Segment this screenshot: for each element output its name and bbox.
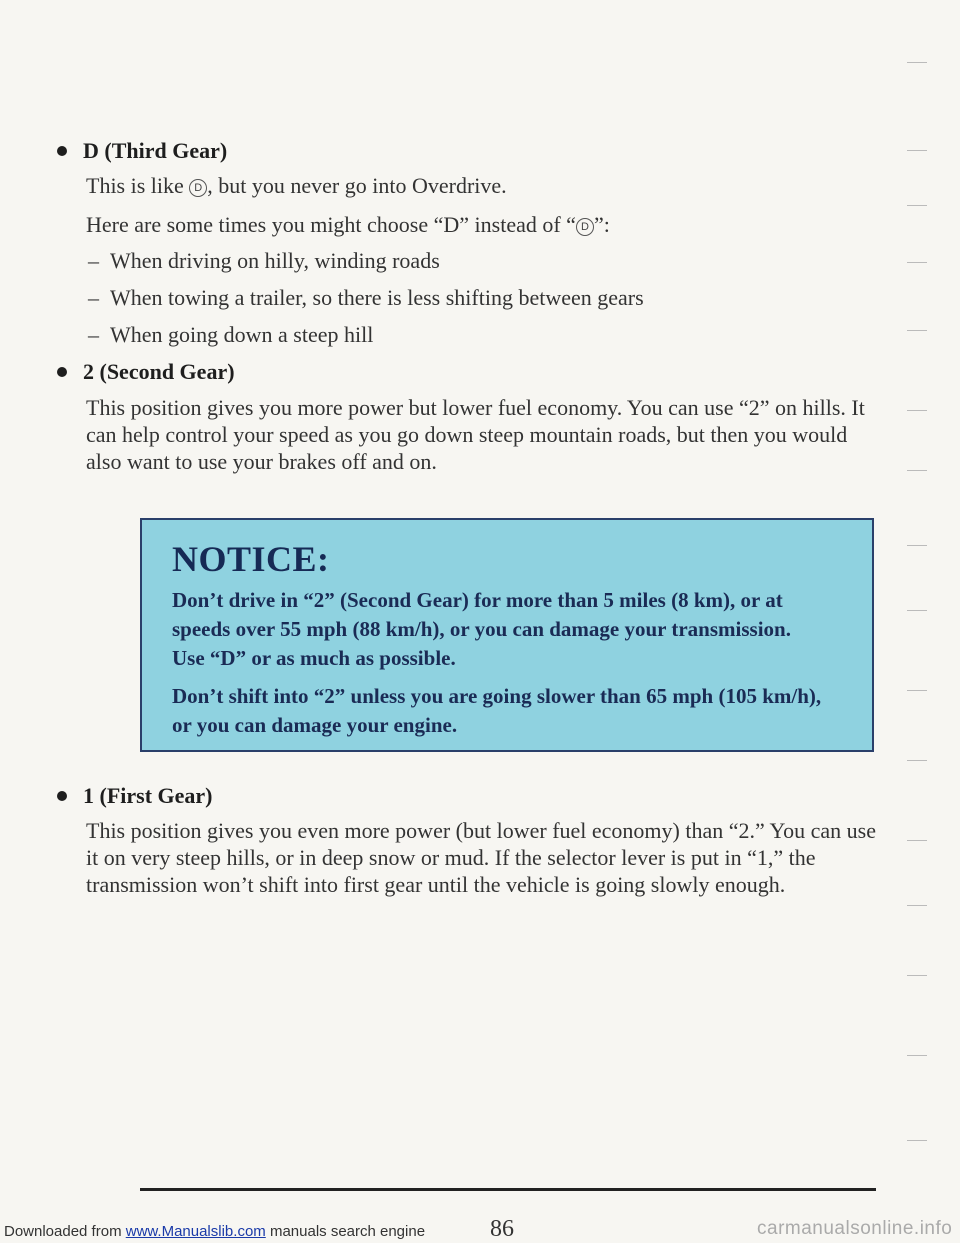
second-gear-text: This position gives you more power but lower fuel economy. You can use “2” on hills. It can help control your speed as you go down steep mountain roads, but then you would also want to use your brakes off and on. [86,395,865,474]
bullet-icon [57,791,67,801]
notice-paragraph-2: Don’t shift into “2” unless you are going slower than 65 mph (105 km/h), or you can damage your engine. [172,684,822,737]
bullet-icon [57,367,67,377]
edge-tab-marks [895,0,935,1200]
heading-second-gear: 2 (Second Gear) [57,359,235,385]
notice-title: NOTICE: [172,539,330,579]
first-gear-text: This position gives you even more power (but lower fuel economy) than “2.” You can use it on very steep hills, or in deep snow or mud. If the selector lever is put in “1,” the transmission won’t shift into first gear until the vehicle is going slowly enough. [86,818,876,897]
list-item: – When going down a steep hill [88,322,374,347]
notice-box [140,518,874,752]
overdrive-symbol-icon: D [189,179,207,197]
third-gear-line-1: This is like D , but you never go into Overdrive. [86,173,507,198]
download-footer: Downloaded from www.Manualslib.com manuals search engine [4,1223,426,1240]
heading-first-gear: 1 (First Gear) [57,783,213,809]
overdrive-symbol-icon: D [576,218,594,236]
third-gear-line-2: Here are some times you might choose “D” instead of “ D ”: [86,212,610,237]
heading-third-gear: D (Third Gear) [57,138,227,164]
list-item: – When driving on hilly, winding roads [88,248,440,273]
notice-paragraph-1: Don’t drive in “2” (Second Gear) for more than 5 miles (8 km), or at speeds over 55 mph (88 km/h), or you can damage your transmission. Use “D” or as much as possible. [172,588,791,670]
manualslib-link[interactable]: www.Manualslib.com [125,1223,266,1240]
watermark-text: carmanualsonline.info [757,1218,953,1239]
bullet-icon [57,146,67,156]
page-number: 86 [490,1216,514,1242]
footer-rule [140,1188,876,1191]
list-item: – When towing a trailer, so there is less shifting between gears [88,285,644,310]
